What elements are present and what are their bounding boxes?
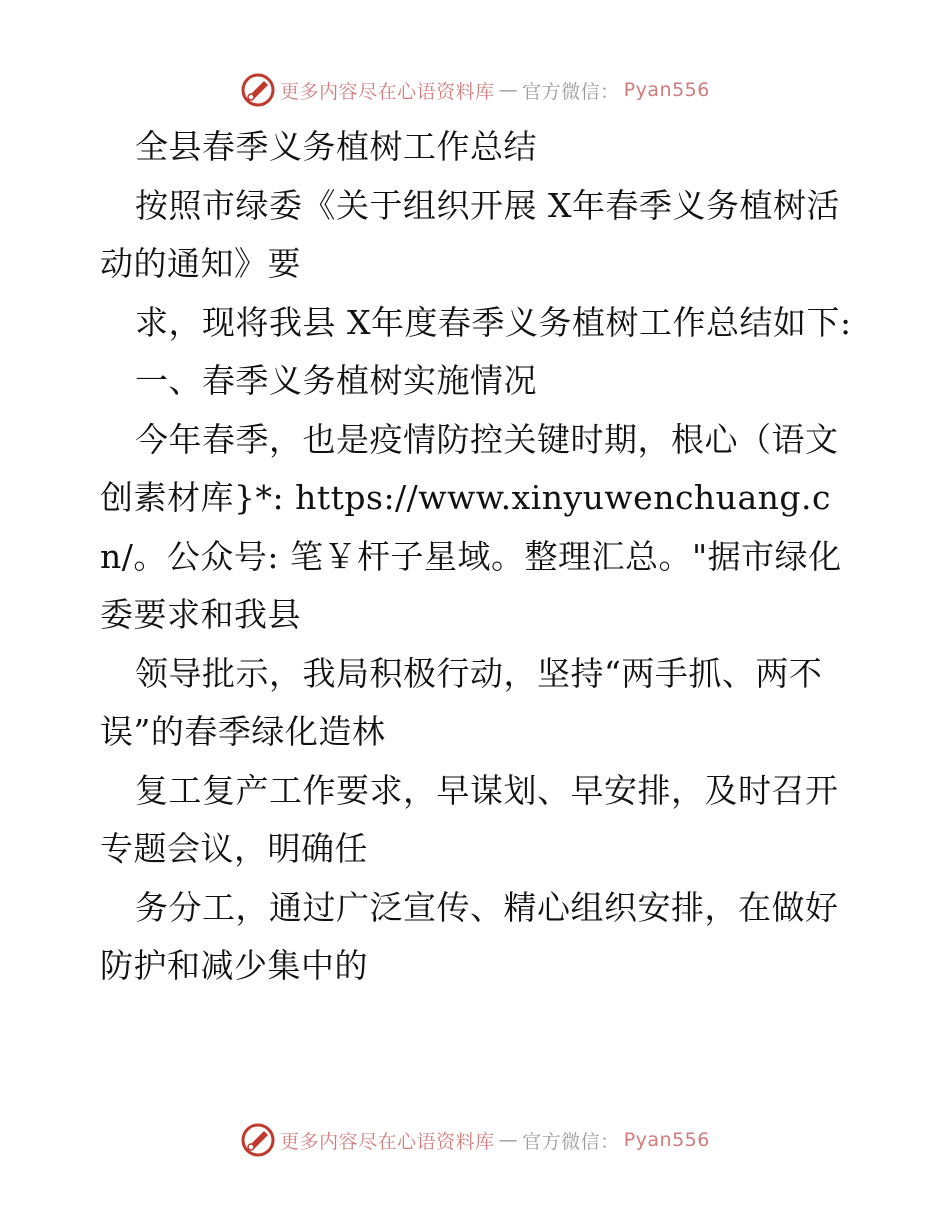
footer-banner bbox=[0, 1120, 950, 1160]
paragraph: 求，现将我县 X年度春季义务植树工作总结如下: bbox=[135, 302, 852, 342]
wechat-id: Pyan556 bbox=[623, 79, 710, 101]
document-body bbox=[100, 118, 860, 996]
wechat-label: 官方微信： bbox=[522, 1130, 620, 1153]
paragraph: 按照市绿委《关于组织开展 X年春季义务植树活动的通知》要 bbox=[100, 185, 840, 283]
section-heading: 一、春季义务植树实施情况 bbox=[135, 361, 537, 400]
logo-icon bbox=[240, 1122, 276, 1158]
logo-icon bbox=[240, 72, 276, 108]
wechat-label: 官方微信： bbox=[522, 80, 620, 103]
document-title: 全县春季义务植树工作总结 bbox=[135, 127, 537, 166]
paragraph: 务分工，通过广泛宣传、精心组织安排，在做好防护和减少集中的 bbox=[100, 887, 839, 985]
wechat-id: Pyan556 bbox=[623, 1129, 710, 1151]
header-banner bbox=[0, 70, 950, 110]
paragraph: 领导批示，我局积极行动，坚持“两手抓、两不误”的春季绿化造林 bbox=[100, 653, 823, 751]
banner-text: 更多内容尽在心语资料库 bbox=[280, 1130, 495, 1153]
banner-separator: — bbox=[498, 79, 519, 101]
banner-text: 更多内容尽在心语资料库 bbox=[280, 80, 495, 103]
banner-separator: — bbox=[498, 1129, 519, 1151]
paragraph: 复工复产工作要求，早谋划、早安排，及时召开专题会议，明确任 bbox=[100, 770, 839, 868]
paragraph: 今年春季，也是疫情防控关键时期，根心（语文创素材库}*: https://www.xinyuwenchuang.cn/。公众号: 笔￥杆子星域。整理汇总。"据市绿化委要求和我县 bbox=[100, 419, 842, 634]
